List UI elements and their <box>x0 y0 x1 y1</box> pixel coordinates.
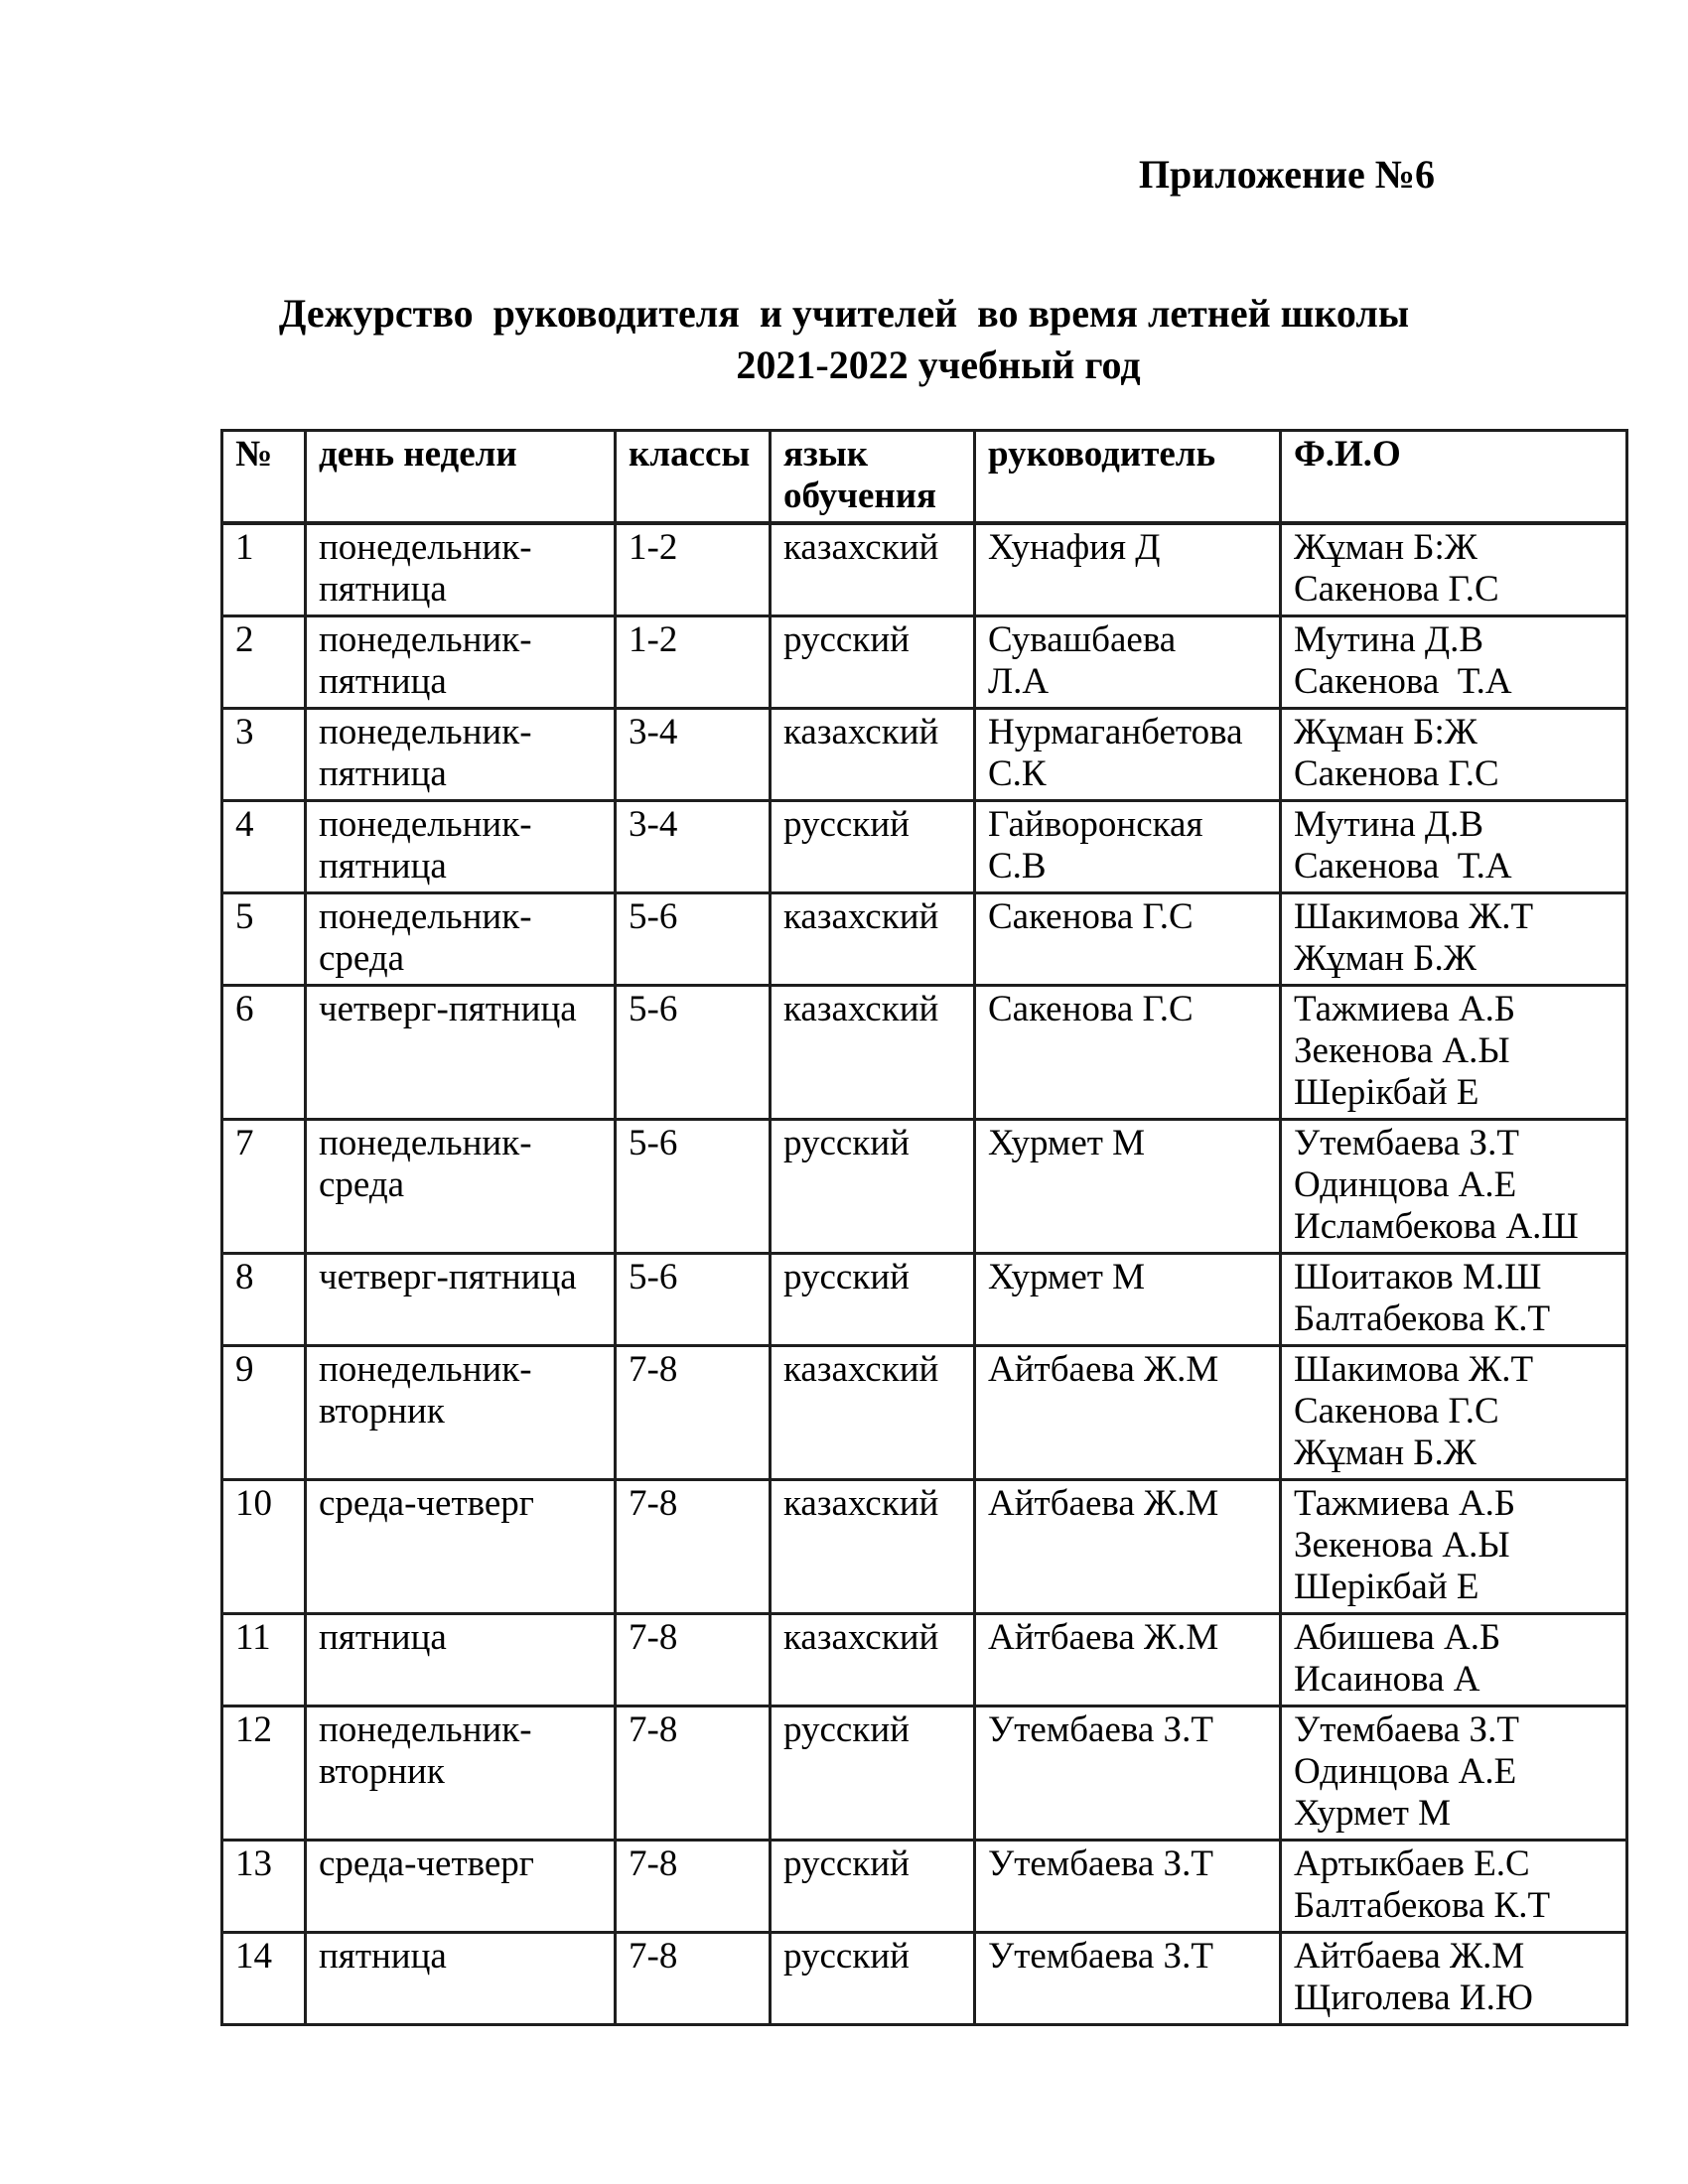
cell-number <box>222 1706 306 1841</box>
cell-text-line: Балтабекова К.Т <box>1294 1885 1551 1926</box>
cell-day-of-week <box>306 893 616 986</box>
cell-text-line: 5-6 <box>629 1123 678 1163</box>
cell-text-line: Балтабекова К.Т <box>1294 1298 1551 1339</box>
cell-language <box>771 986 975 1120</box>
table-header-row <box>222 431 1627 524</box>
cell-text-line: Айтбаева Ж.М <box>1294 1936 1525 1977</box>
cell-number <box>222 986 306 1120</box>
cell-fio <box>1281 1254 1627 1346</box>
cell-classes <box>616 1706 771 1841</box>
table-row <box>222 1933 1627 2025</box>
cell-text-line: 7-8 <box>629 1617 678 1658</box>
cell-number <box>222 1254 306 1346</box>
cell-text-line: Тажмиева А.Б <box>1294 1483 1516 1524</box>
cell-text-line: четверг-пятница <box>319 989 577 1029</box>
cell-classes <box>616 523 771 616</box>
cell-number <box>222 523 306 616</box>
cell-text-line: 12 <box>235 1709 272 1750</box>
cell-text-line: Хунафия Д <box>988 527 1161 568</box>
cell-text-line: казахский <box>783 527 939 568</box>
cell-language <box>771 1480 975 1614</box>
cell-text-line: русский <box>783 1843 910 1884</box>
cell-text-line: 3 <box>235 712 254 752</box>
cell-text-line: Мутина Д.В <box>1294 619 1484 660</box>
cell-classes <box>616 893 771 986</box>
cell-supervisor <box>975 1841 1281 1933</box>
cell-fio <box>1281 616 1627 709</box>
cell-text-line: вторник <box>319 1391 445 1432</box>
table-row <box>222 801 1627 893</box>
cell-text-line: Айтбаева Ж.М <box>988 1349 1219 1390</box>
cell-number <box>222 1346 306 1480</box>
column-header-number <box>222 431 306 524</box>
cell-text-line: Утембаева З.Т <box>1294 1123 1519 1163</box>
cell-day-of-week <box>306 986 616 1120</box>
cell-text-line: понедельник- <box>319 804 532 845</box>
cell-text-line: 7-8 <box>629 1936 678 1977</box>
cell-text-line: казахский <box>783 1349 939 1390</box>
cell-text-line: Айтбаева Ж.М <box>988 1617 1219 1658</box>
cell-text-line: Зекенова А.Ы <box>1294 1525 1510 1566</box>
cell-text-line: Мутина Д.В <box>1294 804 1484 845</box>
cell-fio <box>1281 1120 1627 1254</box>
cell-supervisor <box>975 986 1281 1120</box>
cell-text-line: Исламбекова А.Ш <box>1294 1206 1579 1247</box>
cell-supervisor <box>975 523 1281 616</box>
cell-text-line: понедельник- <box>319 619 532 660</box>
cell-language <box>771 893 975 986</box>
cell-text-line: Гайворонская <box>988 804 1203 845</box>
cell-text-line: Жұман Б.Ж <box>1294 938 1477 979</box>
cell-language <box>771 1614 975 1706</box>
cell-fio <box>1281 523 1627 616</box>
cell-language <box>771 1706 975 1841</box>
cell-text-line: 4 <box>235 804 254 845</box>
cell-fio <box>1281 1346 1627 1480</box>
cell-text-line: понедельник- <box>319 527 532 568</box>
cell-day-of-week <box>306 709 616 801</box>
cell-supervisor <box>975 1254 1281 1346</box>
cell-supervisor <box>975 1614 1281 1706</box>
cell-text-line: Сувашбаева <box>988 619 1177 660</box>
cell-text-line: пятница <box>319 569 447 610</box>
cell-day-of-week <box>306 801 616 893</box>
cell-text-line: казахский <box>783 1617 939 1658</box>
cell-text-line: русский <box>783 1257 910 1297</box>
cell-day-of-week <box>306 1706 616 1841</box>
cell-day-of-week <box>306 1480 616 1614</box>
cell-text-line: 5-6 <box>629 989 678 1029</box>
document-title-line-2: 2021-2022 учебный год <box>736 342 1141 387</box>
cell-text-line: русский <box>783 1936 910 1977</box>
appendix-label: Приложение №6 <box>1138 152 1435 197</box>
cell-text-line: понедельник- <box>319 1349 532 1390</box>
cell-text-line: 7-8 <box>629 1843 678 1884</box>
cell-text-line: Ф.И.О <box>1294 434 1401 475</box>
table-row <box>222 1346 1627 1480</box>
cell-text-line: 10 <box>235 1483 272 1524</box>
cell-language <box>771 1933 975 2025</box>
cell-supervisor <box>975 1480 1281 1614</box>
cell-classes <box>616 1120 771 1254</box>
cell-number <box>222 616 306 709</box>
cell-fio <box>1281 1614 1627 1706</box>
cell-text-line: 9 <box>235 1349 254 1390</box>
cell-text-line: Исаинова А <box>1294 1659 1480 1700</box>
document-title <box>0 288 1688 391</box>
cell-text-line: Нурмаганбетова <box>988 712 1243 752</box>
cell-text-line: Хурмет М <box>988 1257 1146 1297</box>
cell-text-line: язык <box>783 434 869 475</box>
cell-fio <box>1281 709 1627 801</box>
cell-day-of-week <box>306 1841 616 1933</box>
cell-language <box>771 709 975 801</box>
cell-language <box>771 1841 975 1933</box>
cell-text-line: Шоитаков М.Ш <box>1294 1257 1542 1297</box>
cell-text-line: С.В <box>988 846 1047 887</box>
cell-text-line: Сакенова Т.А <box>1294 846 1512 887</box>
cell-text-line: среда-четверг <box>319 1843 534 1884</box>
cell-supervisor <box>975 1120 1281 1254</box>
cell-text-line: 1-2 <box>629 619 678 660</box>
cell-number <box>222 1933 306 2025</box>
cell-classes <box>616 801 771 893</box>
cell-text-line: 5 <box>235 896 254 937</box>
column-header-fio <box>1281 431 1627 524</box>
cell-text-line: 7 <box>235 1123 254 1163</box>
cell-text-line: казахский <box>783 989 939 1029</box>
column-header-day-of-week <box>306 431 616 524</box>
cell-text-line: Артыкбаев Е.С <box>1294 1843 1530 1884</box>
cell-supervisor <box>975 893 1281 986</box>
cell-text-line: С.К <box>988 753 1047 794</box>
cell-classes <box>616 1480 771 1614</box>
cell-text-line: Сакенова Г.С <box>1294 569 1499 610</box>
cell-text-line: понедельник- <box>319 1709 532 1750</box>
cell-text-line: понедельник- <box>319 1123 532 1163</box>
cell-text-line: русский <box>783 804 910 845</box>
table-row <box>222 1841 1627 1933</box>
cell-text-line: Сакенова Г.С <box>988 989 1194 1029</box>
cell-language <box>771 1120 975 1254</box>
table-row <box>222 1120 1627 1254</box>
cell-text-line: Зекенова А.Ы <box>1294 1030 1510 1071</box>
cell-text-line: Сакенова Г.С <box>1294 753 1499 794</box>
cell-number <box>222 893 306 986</box>
cell-number <box>222 801 306 893</box>
cell-text-line: Л.А <box>988 661 1050 702</box>
cell-text-line: Шакимова Ж.Т <box>1294 896 1534 937</box>
cell-number <box>222 1120 306 1254</box>
cell-text-line: Хурмет М <box>1294 1793 1452 1834</box>
cell-text-line: пятница <box>319 846 447 887</box>
cell-supervisor <box>975 709 1281 801</box>
cell-text-line: казахский <box>783 1483 939 1524</box>
column-header-classes <box>616 431 771 524</box>
table-row <box>222 1254 1627 1346</box>
cell-fio <box>1281 893 1627 986</box>
cell-text-line: 7-8 <box>629 1709 678 1750</box>
table-row <box>222 986 1627 1120</box>
table-row <box>222 616 1627 709</box>
cell-language <box>771 523 975 616</box>
cell-text-line: Хурмет М <box>988 1123 1146 1163</box>
cell-text-line: среда <box>319 938 405 979</box>
cell-classes <box>616 1254 771 1346</box>
column-header-supervisor <box>975 431 1281 524</box>
cell-number <box>222 1841 306 1933</box>
cell-language <box>771 616 975 709</box>
cell-day-of-week <box>306 523 616 616</box>
cell-text-line: Абишева А.Б <box>1294 1617 1501 1658</box>
cell-fio <box>1281 1706 1627 1841</box>
cell-text-line: 1 <box>235 527 254 568</box>
cell-day-of-week <box>306 1346 616 1480</box>
cell-text-line: 5-6 <box>629 1257 678 1297</box>
cell-text-line: понедельник- <box>319 712 532 752</box>
cell-text-line: Одинцова А.Е <box>1294 1751 1517 1792</box>
cell-text-line: 7-8 <box>629 1349 678 1390</box>
cell-text-line: пятница <box>319 1617 447 1658</box>
cell-text-line: понедельник- <box>319 896 532 937</box>
cell-text-line: русский <box>783 619 910 660</box>
table-row <box>222 709 1627 801</box>
cell-text-line: руководитель <box>988 434 1216 475</box>
cell-day-of-week <box>306 1120 616 1254</box>
cell-supervisor <box>975 1933 1281 2025</box>
cell-text-line: пятница <box>319 661 447 702</box>
cell-supervisor <box>975 1346 1281 1480</box>
cell-text-line: Айтбаева Ж.М <box>988 1483 1219 1524</box>
cell-fio <box>1281 1480 1627 1614</box>
cell-text-line: обучения <box>783 476 937 516</box>
cell-text-line: Сакенова Г.С <box>988 896 1194 937</box>
document-title-line-1: Дежурство руководителя и учителей во время летней школы <box>278 291 1410 336</box>
cell-fio <box>1281 1841 1627 1933</box>
cell-text-line: № <box>235 434 273 475</box>
cell-language <box>771 1346 975 1480</box>
cell-text-line: вторник <box>319 1751 445 1792</box>
cell-text-line: 1-2 <box>629 527 678 568</box>
cell-text-line: Жұман Б:Ж <box>1294 712 1477 752</box>
cell-text-line: Тажмиева А.Б <box>1294 989 1516 1029</box>
cell-text-line: среда <box>319 1164 405 1205</box>
cell-classes <box>616 1346 771 1480</box>
cell-text-line: Утембаева З.Т <box>988 1843 1213 1884</box>
cell-text-line: казахский <box>783 712 939 752</box>
cell-supervisor <box>975 801 1281 893</box>
cell-supervisor <box>975 616 1281 709</box>
cell-text-line: 13 <box>235 1843 272 1884</box>
cell-text-line: 11 <box>235 1617 271 1658</box>
cell-classes <box>616 709 771 801</box>
cell-classes <box>616 1841 771 1933</box>
cell-classes <box>616 1933 771 2025</box>
table-row <box>222 1614 1627 1706</box>
cell-text-line: Сакенова Т.А <box>1294 661 1512 702</box>
cell-classes <box>616 986 771 1120</box>
cell-fio <box>1281 801 1627 893</box>
cell-text-line: Утембаева З.Т <box>1294 1709 1519 1750</box>
cell-text-line: день недели <box>319 434 517 475</box>
cell-text-line: Шерікбай Е <box>1294 1072 1479 1113</box>
cell-number <box>222 709 306 801</box>
cell-language <box>771 1254 975 1346</box>
cell-text-line: Шерікбай Е <box>1294 1567 1479 1607</box>
table-row <box>222 893 1627 986</box>
cell-language <box>771 801 975 893</box>
cell-classes <box>616 1614 771 1706</box>
cell-text-line: среда-четверг <box>319 1483 534 1524</box>
cell-classes <box>616 616 771 709</box>
cell-text-line: пятница <box>319 753 447 794</box>
cell-text-line: пятница <box>319 1936 447 1977</box>
table-body <box>222 523 1627 2025</box>
cell-fio <box>1281 986 1627 1120</box>
cell-text-line: Утембаева З.Т <box>988 1709 1213 1750</box>
cell-text-line: Шакимова Ж.Т <box>1294 1349 1534 1390</box>
cell-text-line: казахский <box>783 896 939 937</box>
cell-number <box>222 1480 306 1614</box>
cell-text-line: 2 <box>235 619 254 660</box>
cell-supervisor <box>975 1706 1281 1841</box>
cell-text-line: 3-4 <box>629 712 678 752</box>
duty-schedule-table <box>220 429 1628 2026</box>
column-header-language <box>771 431 975 524</box>
cell-number <box>222 1614 306 1706</box>
cell-text-line: Одинцова А.Е <box>1294 1164 1517 1205</box>
cell-text-line: 14 <box>235 1936 272 1977</box>
cell-text-line: 6 <box>235 989 254 1029</box>
cell-text-line: 8 <box>235 1257 254 1297</box>
cell-text-line: Сакенова Г.С <box>1294 1391 1499 1432</box>
cell-text-line: 7-8 <box>629 1483 678 1524</box>
cell-text-line: Щиголева И.Ю <box>1294 1978 1533 2018</box>
cell-day-of-week <box>306 1614 616 1706</box>
cell-day-of-week <box>306 616 616 709</box>
table-row <box>222 1480 1627 1614</box>
cell-fio <box>1281 1933 1627 2025</box>
cell-text-line: 5-6 <box>629 896 678 937</box>
cell-text-line: русский <box>783 1709 910 1750</box>
table-row <box>222 1706 1627 1841</box>
cell-text-line: русский <box>783 1123 910 1163</box>
cell-text-line: классы <box>629 434 751 475</box>
cell-text-line: Утембаева З.Т <box>988 1936 1213 1977</box>
cell-text-line: Жұман Б.Ж <box>1294 1433 1477 1473</box>
cell-text-line: 3-4 <box>629 804 678 845</box>
table-row <box>222 523 1627 616</box>
cell-text-line: Жұман Б:Ж <box>1294 527 1477 568</box>
cell-day-of-week <box>306 1933 616 2025</box>
cell-day-of-week <box>306 1254 616 1346</box>
cell-text-line: четверг-пятница <box>319 1257 577 1297</box>
